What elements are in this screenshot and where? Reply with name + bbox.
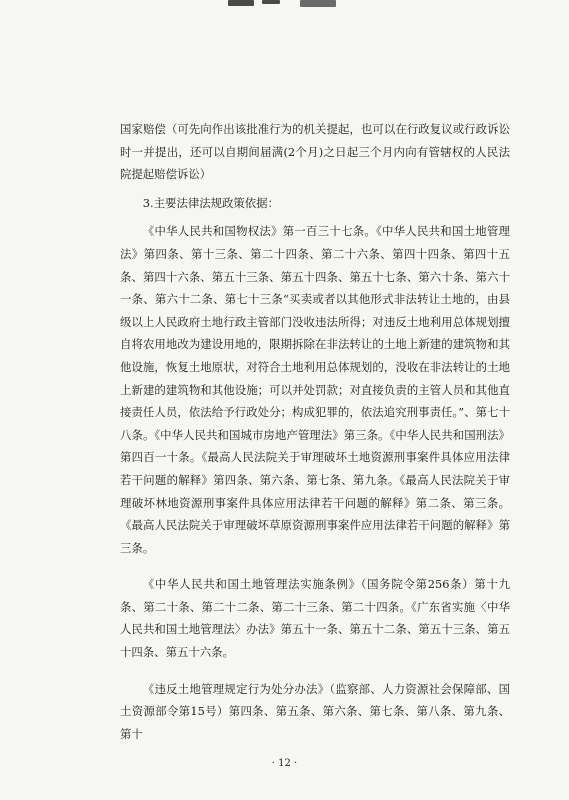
scan-mark — [300, 0, 336, 7]
scan-artifact-top — [0, 0, 569, 14]
heading-legal-basis: 3.主要法律法规政策依据： — [142, 195, 279, 210]
document-body — [120, 118, 510, 745]
paragraph-compensation: 国家赔偿（可先向作出该批准行为的机关提起，也可以在行政复议或行政诉讼时一并提出，还可以自期间届满(2个月)之日起三个月内向有管辖权的人民法院提起赔偿诉讼） — [120, 122, 510, 182]
page-number: · 12 · — [271, 758, 298, 769]
paragraph-laws-2: 《中华人民共和国土地管理法实施条例》（国务院令第256条）第十九条、第二十条、第二十二条、第二十三条、第二十四条。《广东省实施〈中华人民共和国土地管理法〉办法》第五十一条、第五十二条、第五十三条、第五十四条、第五十六条。 — [120, 577, 510, 660]
paragraph-laws-3: 《违反土地管理规定行为处分办法》（监察部、人力资源社会保障部、国土资源部令第15号）第四条、第五条、第六条、第七条、第八条、第九条、第十 — [120, 681, 510, 741]
scan-mark — [262, 0, 280, 4]
paragraph-laws-1: 《中华人民共和国物权法》第一百三十七条。《中华人民共和国土地管理法》第四条、第十三条、第二十四条、第二十六条、第四十四条、第四十五条、第四十六条、第五十三条、第五十四条、第五十七条、第六十条、第六十一条、第六十二条、第七十三条“买卖或者以其他形式非法转让土地的，由县级以上人民政府土地行政主管部门没收违法所得；对违反土地利用总体规划擅自将农用地改为建设用地的，限期拆除在非法转让的土地上新建的建筑物和其他设施，恢复土地原状，对符合土地利用总体规划的，没收在非法转让的土地上新建的建筑物和其他设施；可以并处罚款；对直接负责的主管人员和其他直接责任人员，依法给予行政处分；构成犯罪的，依法追究刑事责任。”、第七十八条。《中华人民共和国城市房地产管理法》第三条。《中华人民共和国刑法》第四百一十条。《最高人民法院关于审理破坏土地资源刑事案件具体应用法律若干问题的解释》第四条、第六条、第七条、第九条。《最高人民法院关于审理破坏林地资源刑事案件具体应用法律若干问题的解释》第二条、第三条。《最高人民法院关于审理破坏草原资源刑事案件应用法律若干问题的解释》第三条。 — [120, 224, 510, 555]
scan-mark — [228, 0, 254, 6]
